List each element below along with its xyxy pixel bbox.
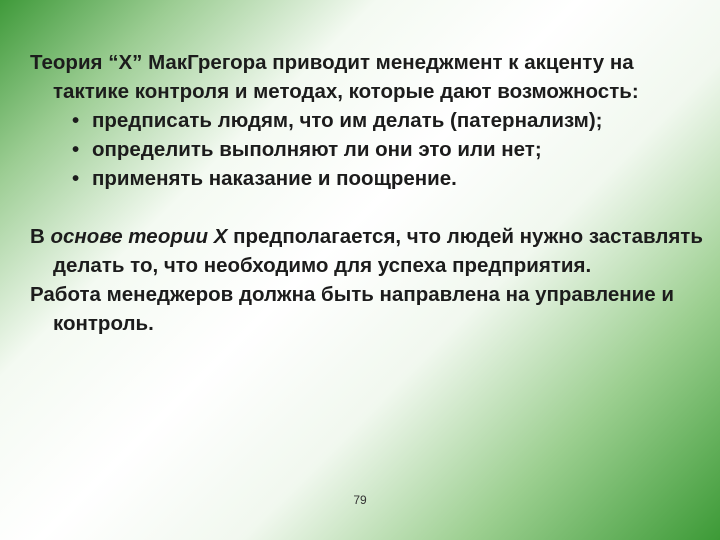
page-number: 79 [353,493,367,507]
bullet-item [30,106,710,135]
paragraph-spacer [30,193,710,222]
bullet-icon: • [72,109,80,132]
bullet-item [30,164,710,193]
bullet-icon: • [72,138,80,161]
bullet-text: предписать людям, что им делать (патернализм); [92,109,603,132]
slide-content [30,48,710,338]
managers-paragraph: Работа менеджеров должна быть направлена на управление и контроль. [30,283,674,335]
bullet-text: применять наказание и поощрение. [92,167,457,190]
theory-x-suffix: предполагается, что людей нужно заставлять делать то, что необходимо для успеха предприятия. [53,225,703,277]
bullet-icon: • [72,167,80,190]
bullet-text: определить выполняют ли они это или нет; [92,138,542,161]
theory-x-paragraph [30,222,710,280]
theory-x-emphasis: основе теории Х [50,225,228,248]
bullet-item [30,135,710,164]
intro-paragraph: Теория “Х” МакГрегора приводит менеджмент к акценту на тактике контроля и методах, которые дают возможность: [30,51,639,103]
theory-x-prefix: В [30,225,51,248]
bullet-list [30,106,710,193]
